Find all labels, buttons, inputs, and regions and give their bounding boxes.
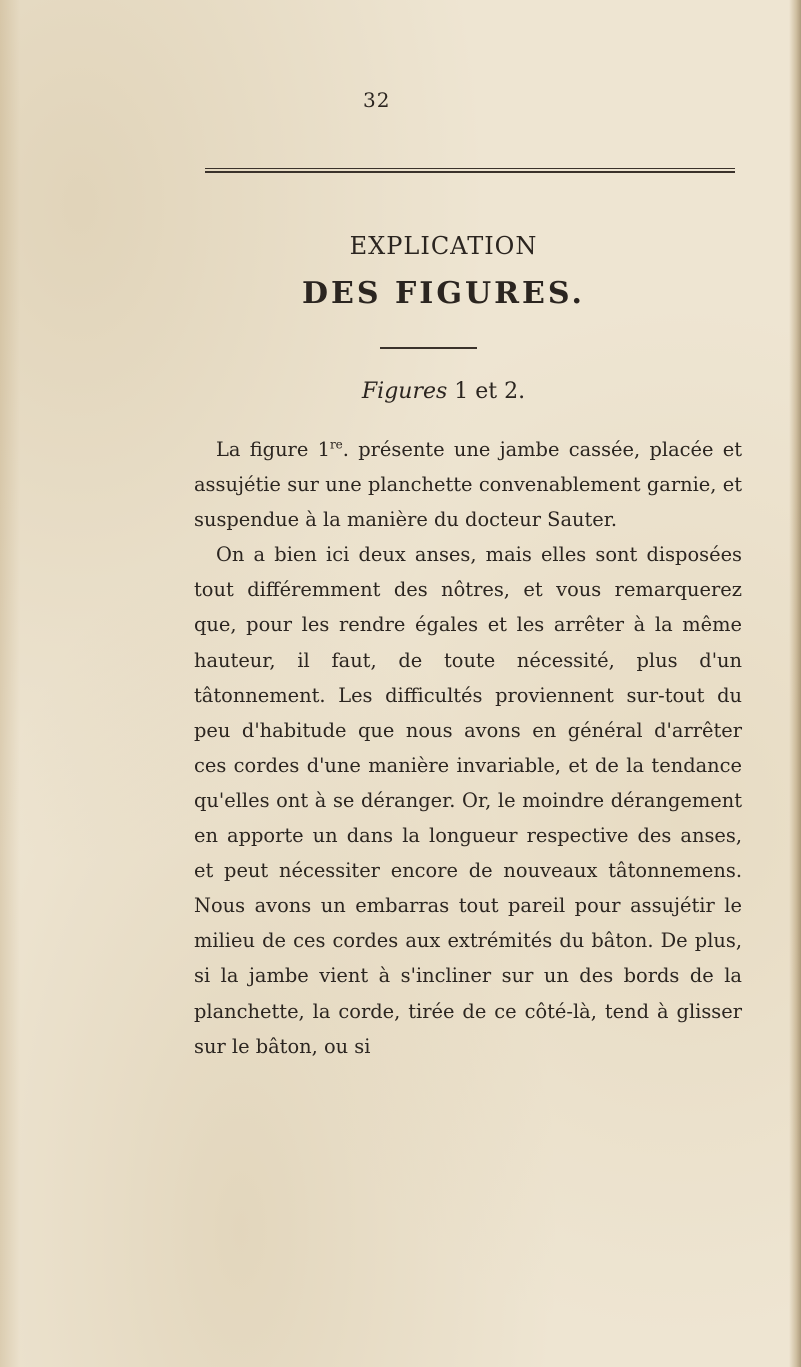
section-heading — [0, 379, 801, 404]
page-left-edge-shadow — [0, 0, 20, 1367]
paragraph-1 — [194, 432, 742, 537]
paragraph-1-start: La figure 1 — [216, 438, 330, 461]
paragraph-1-rest: . présente une jambe cassée, placée et assujétie sur une planchette convenablement garnie, et suspendue à la manière du docteur Sauter. — [194, 438, 742, 532]
page-number: 32 — [363, 88, 391, 112]
paragraph-1-superscript: re — [329, 437, 343, 452]
page-right-edge-shadow — [789, 0, 801, 1367]
top-double-rule — [205, 168, 735, 173]
paragraph-2: On a bien ici deux anses, mais elles sont disposées tout différemment des nôtres, et vous remarquerez que, pour les rendre égales et les arrêter à la même hauteur, il faut, de toute nécessité, plus d'un tâtonnement. Les difficultés proviennent sur-tout du peu d'habitude que nous avons en général d'arrêter ces cordes d'une manière invariable, et de la tendance qu'elles ont à se déranger. Or, le moindre dérangement en apporte un dans la longueur respective des anses, et peut nécessiter encore de nouveaux tâtonnemens. Nous avons un embarras tout pareil pour assujétir le milieu de ces cordes aux extrémités du bâton. De plus, si la jambe vient à s'incliner sur un des bords de la planchette, la corde, tirée de ce côté-là, tend à glisser sur le bâton, ou si — [194, 543, 742, 1058]
section-heading-rest: 1 et 2. — [447, 379, 526, 404]
title-separator-rule — [380, 347, 477, 349]
title-line-1: EXPLICATION — [349, 232, 538, 260]
body-text — [194, 432, 742, 1064]
title-line-2: DES FIGURES. — [302, 276, 585, 311]
section-heading-italic: Figures — [361, 379, 448, 404]
